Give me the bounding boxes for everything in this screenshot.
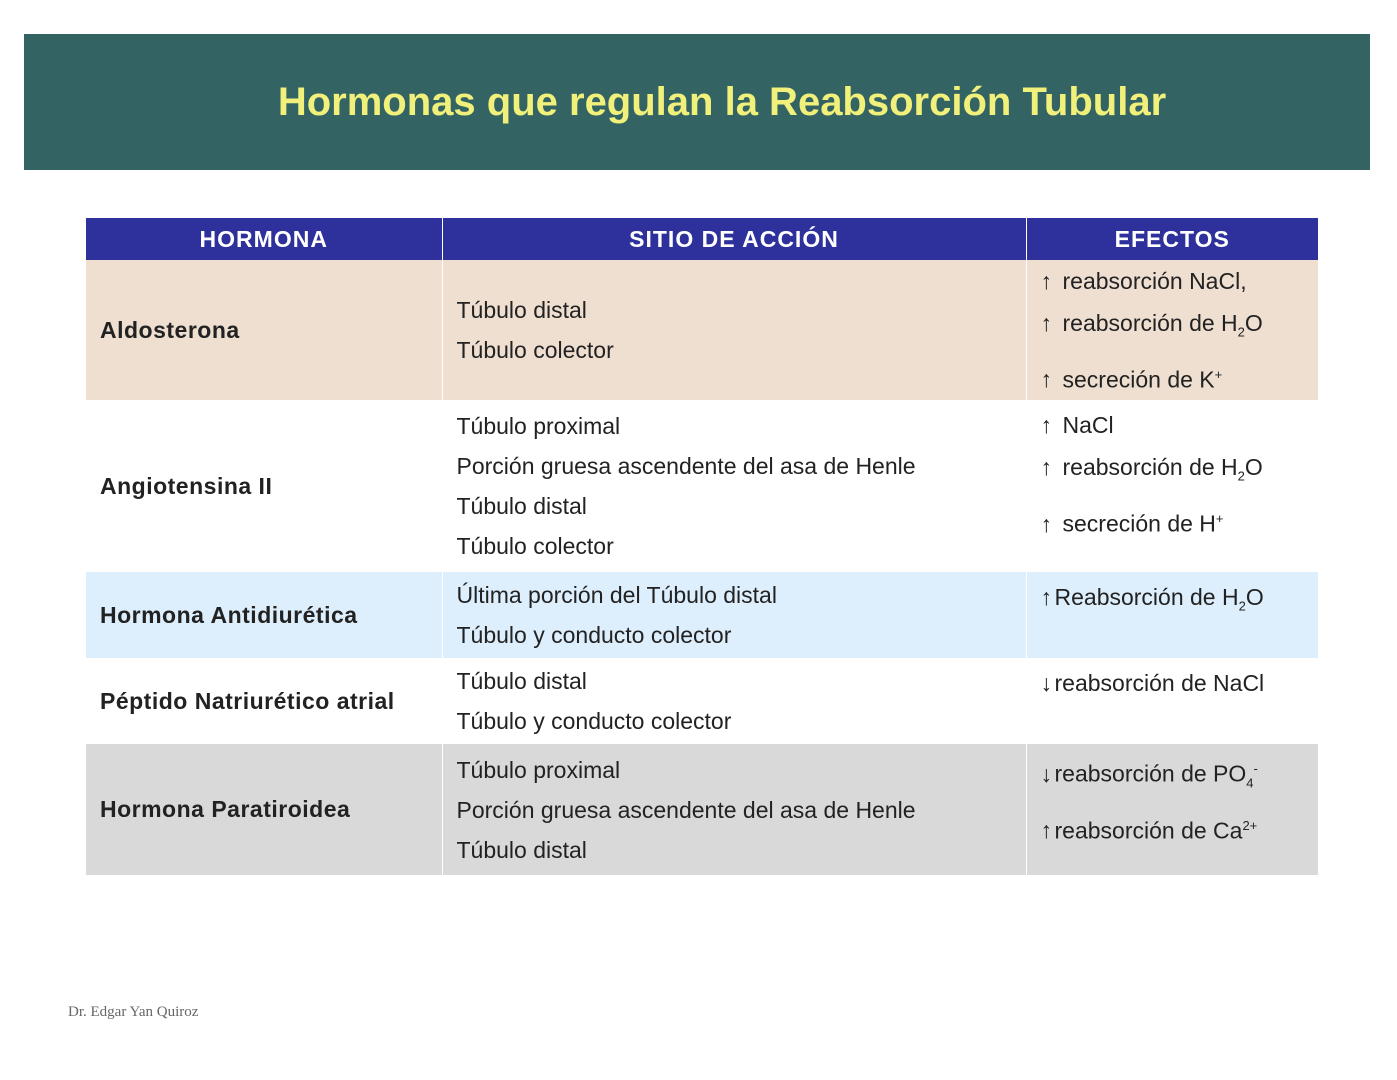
site-cell: [442, 572, 1026, 658]
effect-text: reabsorción NaCl,: [1062, 268, 1247, 294]
effect-text: Reabsorción de H: [1054, 584, 1239, 611]
effect-item: [1041, 662, 1305, 704]
header-efectos: EFECTOS: [1026, 218, 1318, 260]
site-item: Túbulo colector: [456, 533, 614, 560]
site-cell: [442, 260, 1026, 400]
down-arrow-icon: ↓: [1040, 670, 1052, 697]
effect-item: [1041, 260, 1305, 302]
subscript: 2: [1237, 324, 1245, 340]
subscript: 4: [1246, 775, 1254, 791]
effect-item: [1041, 748, 1305, 804]
author-credit: Dr. Edgar Yan Quiroz: [68, 1004, 199, 1020]
site-item: Túbulo distal: [456, 493, 587, 520]
site-item: Porción gruesa ascendente del asa de Henle: [456, 796, 916, 823]
table-row: [86, 572, 1318, 658]
effects-cell: [1026, 744, 1318, 875]
site-item: Túbulo distal: [456, 668, 587, 695]
up-arrow-icon: ↑: [1040, 454, 1052, 481]
up-arrow-icon: ↑: [1040, 510, 1052, 537]
down-arrow-icon: ↓: [1040, 760, 1052, 787]
hormone-name: Péptido Natriurético atrial: [86, 658, 442, 744]
site-item: Túbulo colector: [456, 337, 614, 364]
effect-text-after: O: [1244, 310, 1263, 336]
site-item: Túbulo proximal: [456, 413, 621, 440]
superscript: +: [1214, 366, 1223, 382]
title-bar: [24, 34, 1370, 170]
effect-text: reabsorción de PO: [1054, 760, 1247, 787]
hormone-name: Aldosterona: [86, 260, 442, 400]
effect-item: [1041, 498, 1305, 545]
superscript: -: [1253, 761, 1258, 777]
hormone-name: Angiotensina II: [86, 400, 442, 572]
up-arrow-icon: ↑: [1040, 412, 1052, 439]
site-cell: [442, 658, 1026, 744]
site-item: Última porción del Túbulo distal: [456, 582, 777, 609]
effect-item: [1041, 302, 1305, 354]
subscript: 2: [1238, 598, 1246, 614]
effect-text: NaCl: [1062, 412, 1114, 439]
up-arrow-icon: ↑: [1040, 310, 1052, 336]
effect-text: reabsorción de H: [1062, 310, 1238, 336]
table-header-row: [86, 218, 1318, 260]
subscript: 2: [1237, 468, 1245, 484]
effect-text-after: O: [1244, 454, 1263, 481]
up-arrow-icon: ↑: [1040, 366, 1052, 393]
effect-text: reabsorción de Ca: [1054, 817, 1243, 844]
effects-cell: [1026, 658, 1318, 744]
site-item: Túbulo proximal: [456, 756, 621, 783]
hormones-table: [86, 218, 1318, 875]
table-row: [86, 260, 1318, 400]
superscript: 2+: [1242, 817, 1258, 833]
header-sitio: SITIO DE ACCIÓN: [442, 218, 1026, 260]
site-item: Túbulo y conducto colector: [456, 708, 732, 735]
effects-cell: [1026, 572, 1318, 658]
effect-item: [1041, 805, 1305, 852]
site-cell: [442, 744, 1026, 875]
site-item: Túbulo distal: [456, 836, 587, 863]
up-arrow-icon: ↑: [1040, 268, 1052, 294]
effect-text: secreción de K: [1062, 366, 1215, 393]
page-title: Hormonas que regulan la Reabsorción Tubular: [277, 79, 1167, 124]
table-row: [86, 400, 1318, 572]
effect-text: reabsorción de H: [1062, 454, 1238, 481]
site-item: Túbulo y conducto colector: [456, 622, 732, 649]
header-hormona: HORMONA: [86, 218, 442, 260]
effect-item: [1041, 354, 1305, 401]
effect-item: [1041, 576, 1305, 628]
site-item: Túbulo distal: [456, 297, 587, 324]
site-item: Porción gruesa ascendente del asa de Henle: [456, 453, 916, 480]
hormone-name: Hormona Antidiurética: [86, 572, 442, 658]
site-cell: [442, 400, 1026, 572]
effect-text: reabsorción de NaCl: [1054, 670, 1265, 697]
effect-item: [1041, 446, 1305, 498]
up-arrow-icon: ↑: [1040, 817, 1052, 844]
table-row: [86, 744, 1318, 875]
hormone-name: Hormona Paratiroidea: [86, 744, 442, 875]
effects-cell: [1026, 260, 1318, 400]
effect-text: secreción de H: [1062, 510, 1216, 537]
table-row: [86, 658, 1318, 744]
effect-item: [1041, 404, 1305, 446]
effect-text-after: O: [1245, 584, 1264, 611]
effects-cell: [1026, 400, 1318, 572]
up-arrow-icon: ↑: [1040, 584, 1052, 611]
superscript: +: [1215, 510, 1224, 526]
